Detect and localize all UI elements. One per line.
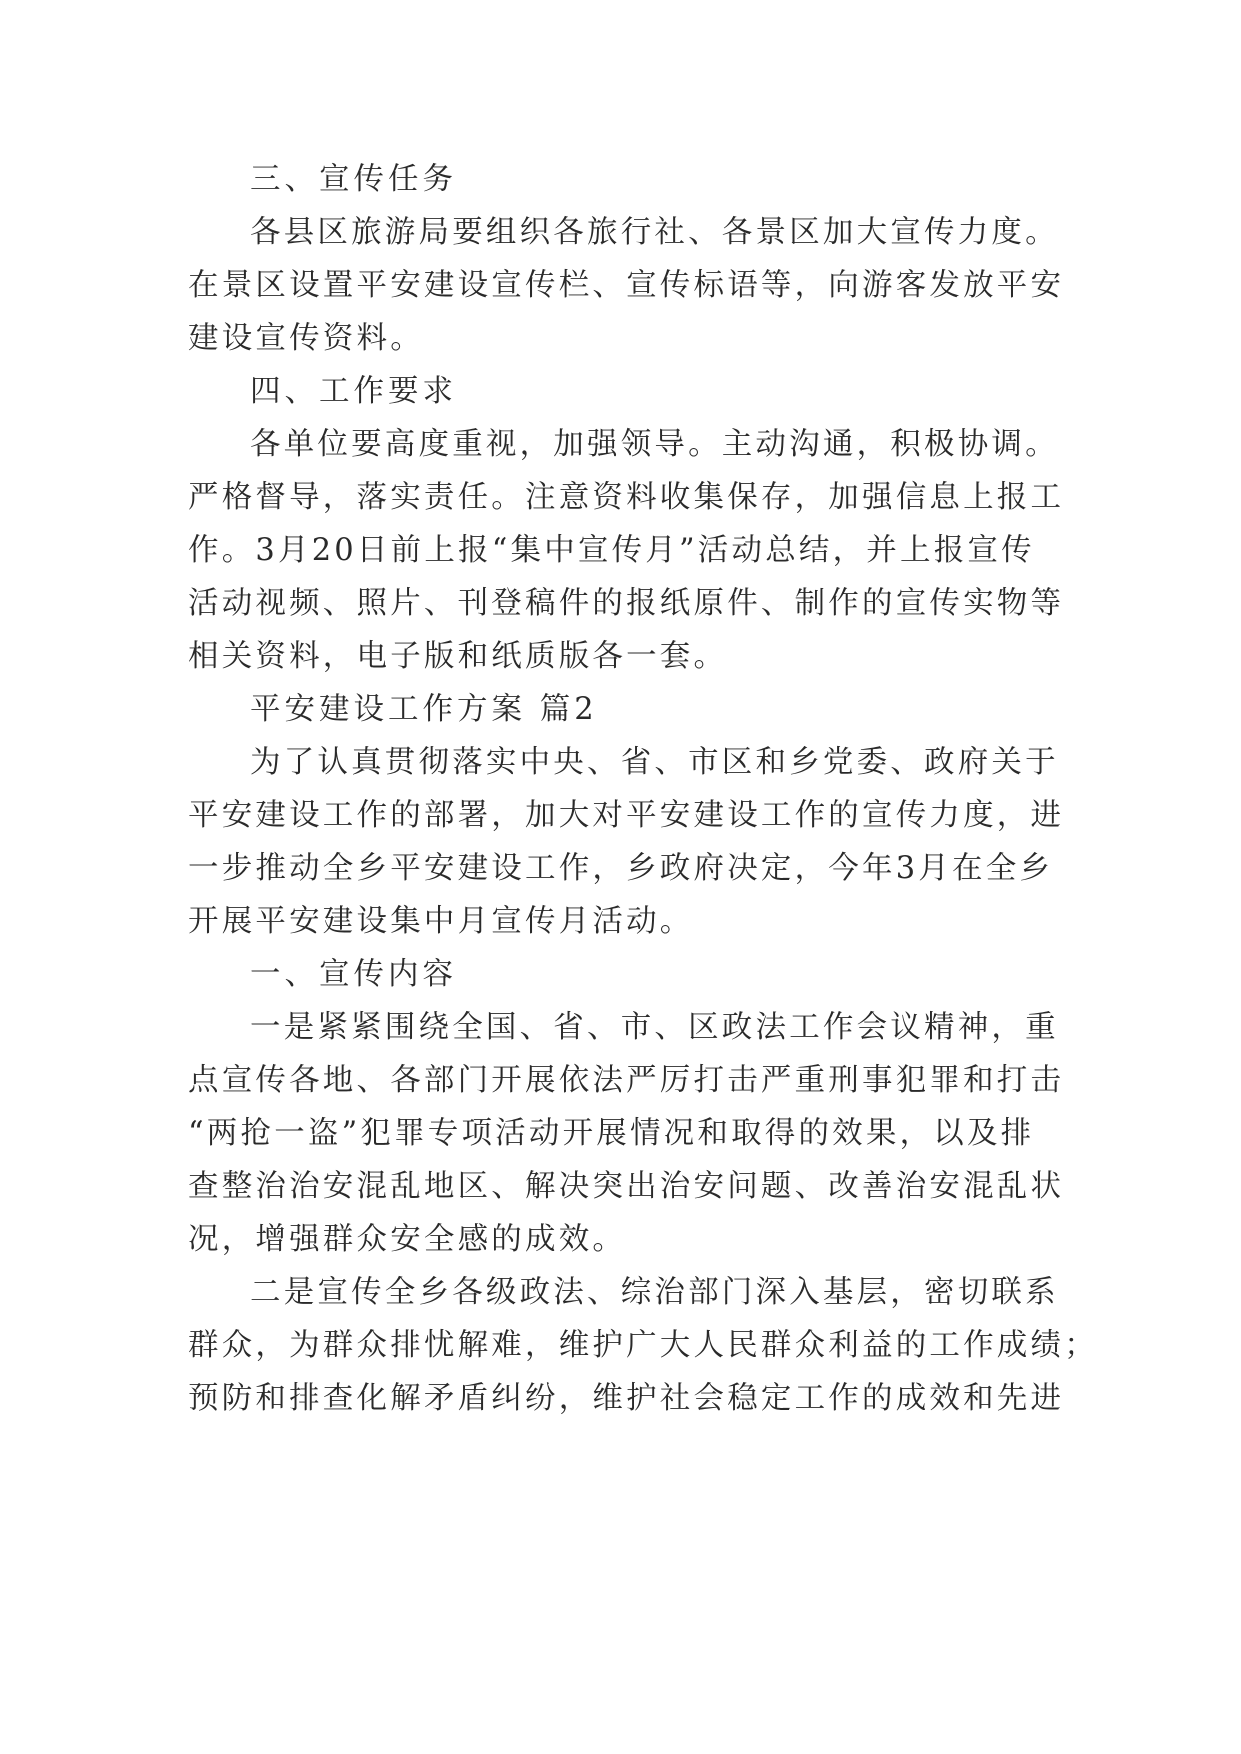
paragraph-line: 为了认真贯彻落实中央、省、市区和乡党委、政府关于 xyxy=(250,745,1059,780)
paragraph-line: 各县区旅游局要组织各旅行社、各景区加大宣传力度。 xyxy=(250,215,1059,250)
paragraph-line: 作。3月20日前上报“集中宣传月”活动总结，并上报宣传 xyxy=(188,533,1035,568)
paragraph-line: 相关资料，电子版和纸质版各一套。 xyxy=(188,639,728,674)
paragraph-line: 平安建设工作的部署，加大对平安建设工作的宣传力度，进 xyxy=(188,798,1065,833)
section-heading-work-requirements: 四、工作要求 xyxy=(250,374,457,409)
paragraph-line: 在景区设置平安建设宣传栏、宣传标语等，向游客发放平安 xyxy=(188,268,1065,303)
section-heading-publicity-content: 一、宣传内容 xyxy=(250,957,457,992)
paragraph-line: 点宣传各地、各部门开展依法严厉打击严重刑事犯罪和打击 xyxy=(188,1063,1065,1098)
paragraph-line: 预防和排查化解矛盾纠纷，维护社会稳定工作的成效和先进 xyxy=(188,1381,1065,1416)
paragraph-line: 二是宣传全乡各级政法、综治部门深入基层，密切联系 xyxy=(250,1275,1059,1310)
paragraph-line: 况，增强群众安全感的成效。 xyxy=(188,1222,627,1257)
paragraph-line: 各单位要高度重视，加强领导。主动沟通，积极协调。 xyxy=(250,427,1059,462)
paragraph-line: 查整治治安混乱地区、解决突出治安问题、改善治安混乱状 xyxy=(188,1169,1065,1204)
section-heading-publicity-tasks: 三、宣传任务 xyxy=(250,162,457,197)
document-section-title: 平安建设工作方案 篇2 xyxy=(250,692,598,727)
paragraph-line: 严格督导，落实责任。注意资料收集保存，加强信息上报工 xyxy=(188,480,1065,515)
paragraph-line: 活动视频、照片、刊登稿件的报纸原件、制作的宣传实物等 xyxy=(188,586,1065,621)
paragraph-line: “两抢一盗”犯罪专项活动开展情况和取得的效果，以及排 xyxy=(188,1116,1035,1151)
paragraph-line: 一是紧紧围绕全国、省、市、区政法工作会议精神，重 xyxy=(250,1010,1059,1045)
paragraph-line: 开展平安建设集中月宣传月活动。 xyxy=(188,904,694,939)
paragraph-line: 群众，为群众排忧解难，维护广大人民群众利益的工作成绩； xyxy=(188,1328,1098,1363)
paragraph-line: 一步推动全乡平安建设工作，乡政府决定，今年3月在全乡 xyxy=(188,851,1054,886)
paragraph-line: 建设宣传资料。 xyxy=(188,321,424,356)
